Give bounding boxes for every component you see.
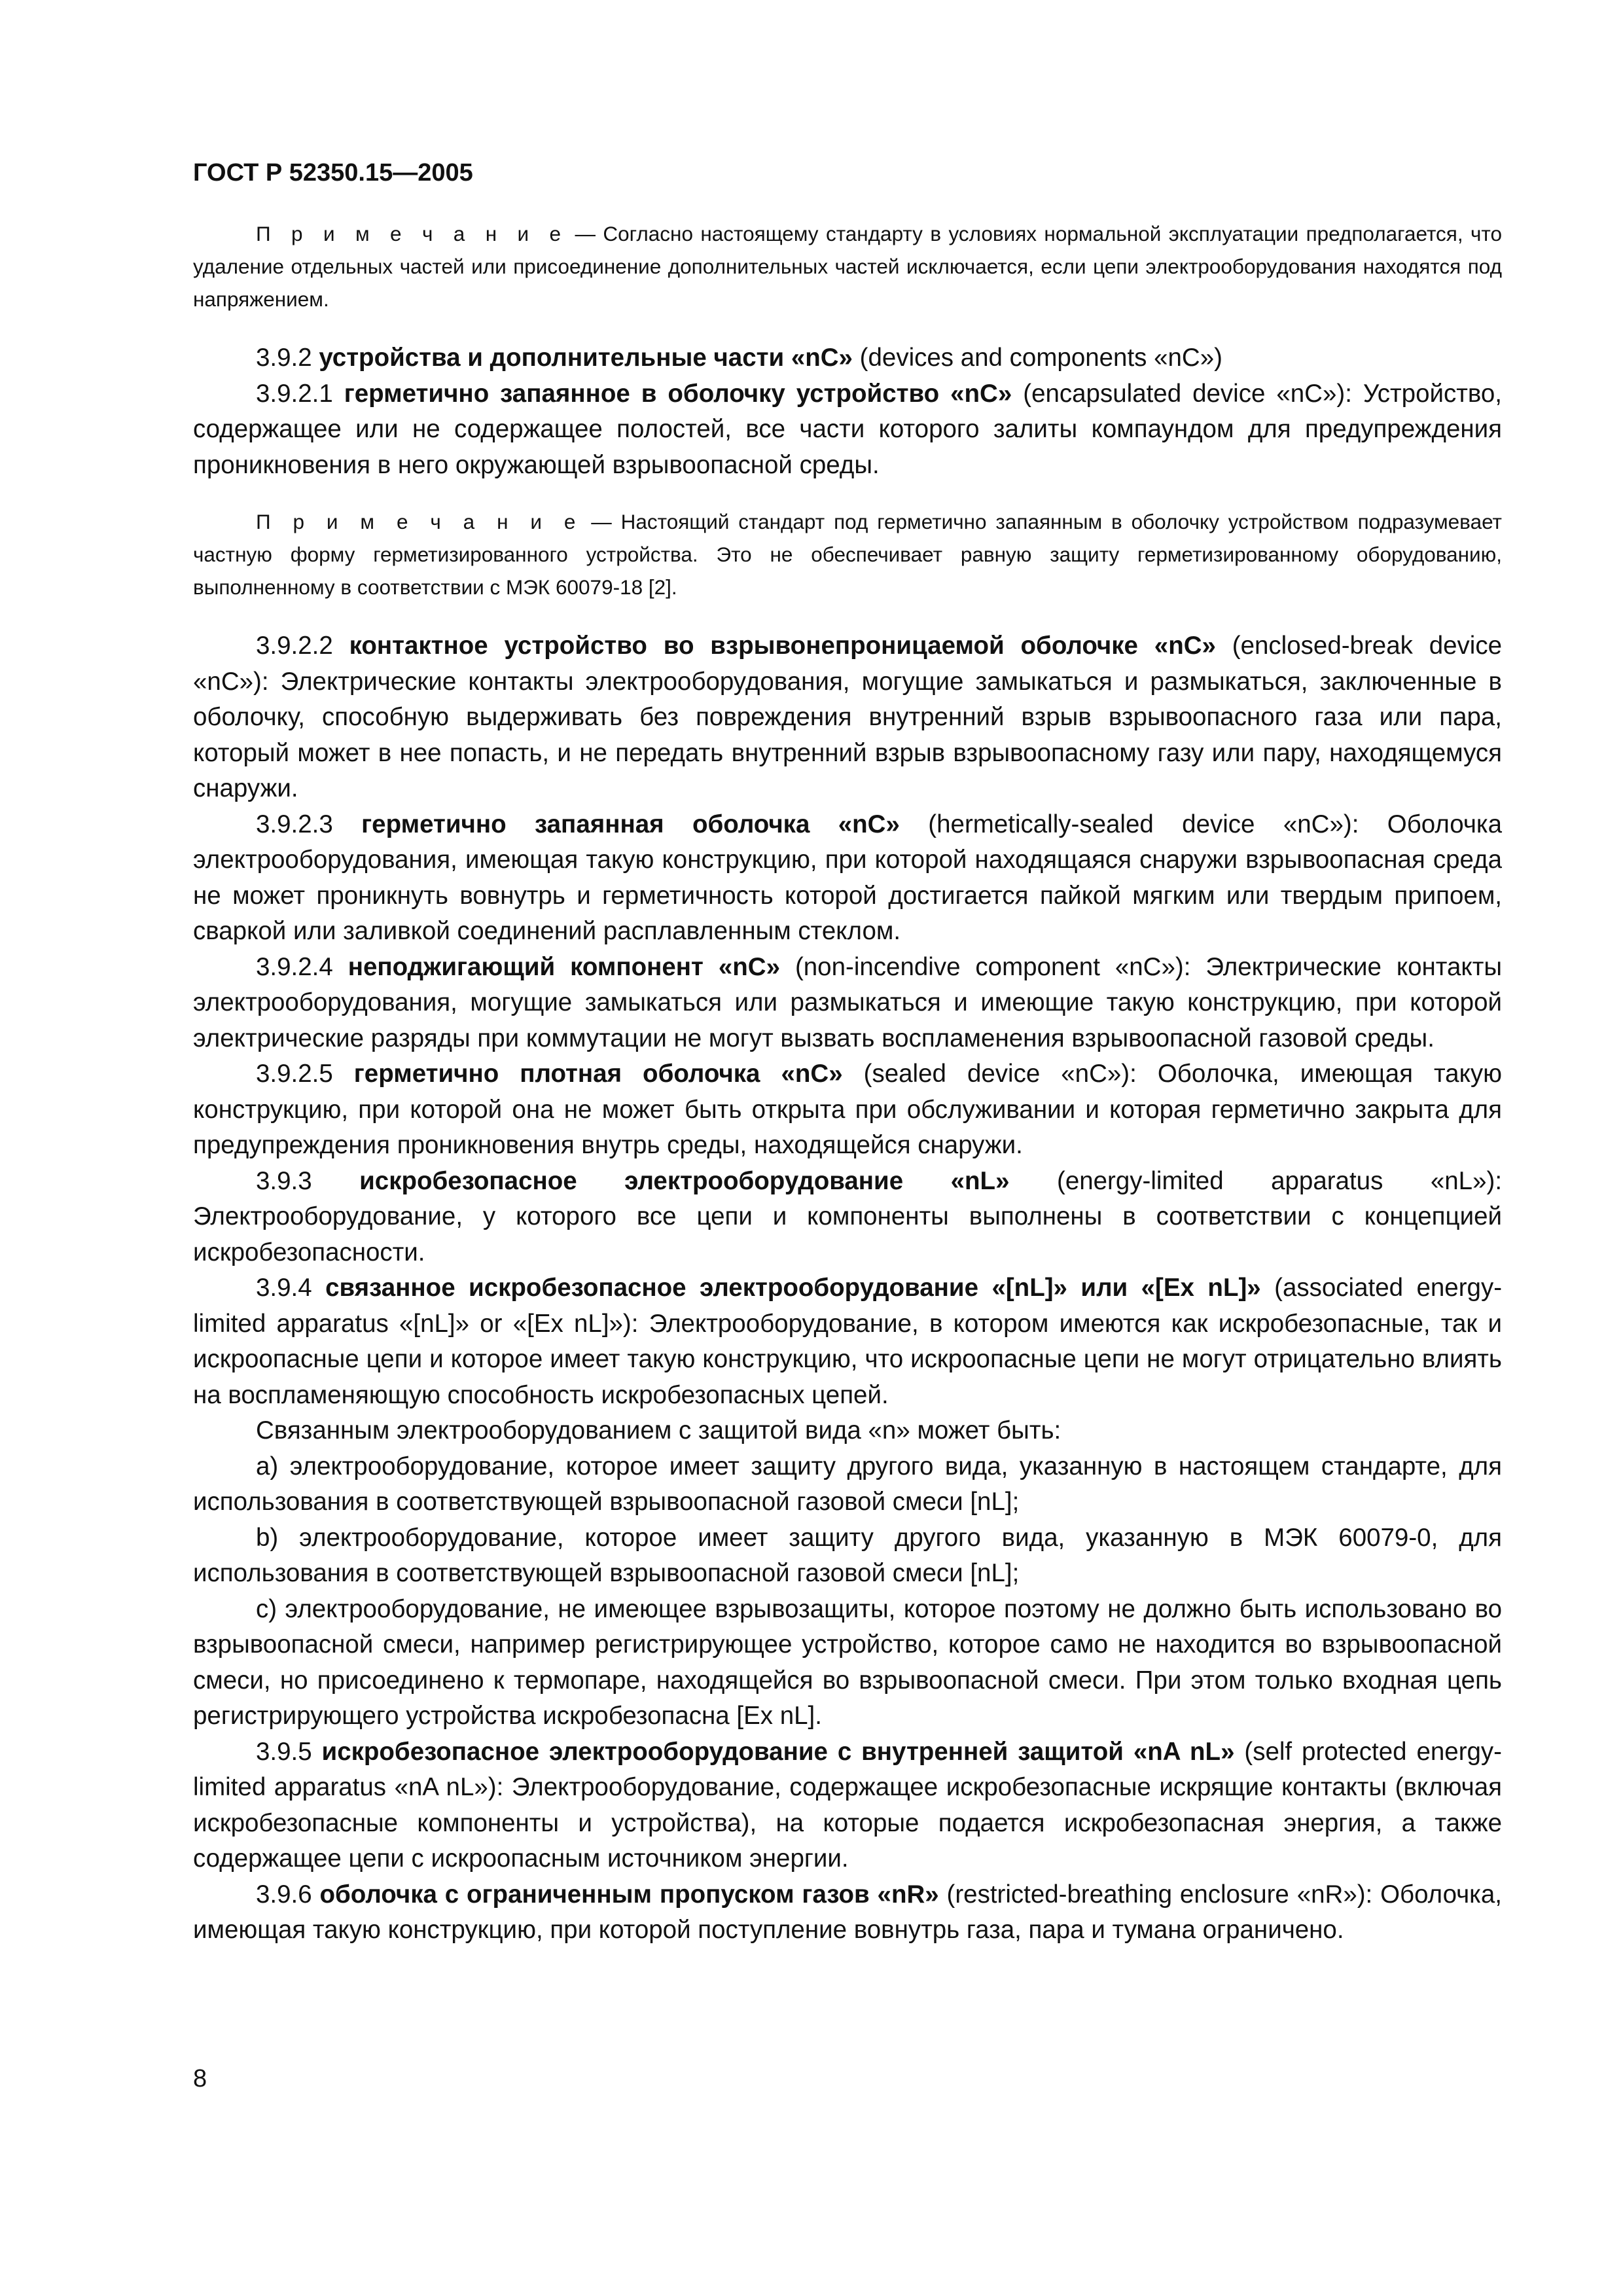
section-term: искробезопасное электрооборудование «nL» — [359, 1166, 1010, 1195]
section-text: (energy-limited apparatus «nL»): Электрооборудование, у которого все цепи и компоненты выполнены в соответствии с концепцией искробезопасности. — [193, 1166, 1503, 1266]
associated-equipment-intro: Связанным электрооборудованием с защитой вида «n» может быть: — [256, 1416, 1061, 1444]
spacer — [193, 483, 1502, 505]
section-3-9-6 — [193, 1877, 1502, 1948]
section-text: (self protected energy-limited apparatus «nA nL»): Электрооборудование, содержащее искробезопасные искрящие контакты (включая искробезопасные компоненты и устройства), на которые подается искробезопасная энергия, а также содержащее цепи с искроопасным источником энергии. — [193, 1737, 1502, 1873]
section-3-9-2-5 — [193, 1056, 1502, 1164]
list-item-b: b) электрооборудование, которое имеет защиту другого вида, указанную в МЭК 60079-0, для использования в соответствующей взрывоопасной газовой смеси [nL]; — [193, 1523, 1502, 1587]
section-3-9-3 — [193, 1164, 1502, 1271]
section-term: оболочка с ограниченным пропуском газов «nR» — [319, 1880, 939, 1909]
section-text: (sealed device «nC»): Оболочка, имеющая такую конструкцию, при которой она не может быть открыта при обслуживании и которая герметично закрыта для предупреждения проникновения внутрь среды, находящейся снаружи. — [193, 1060, 1502, 1159]
section-term: контактное устройство во взрывонепроницаемой оболочке «nC» — [349, 632, 1216, 660]
section-number: 3.9.6 — [256, 1880, 320, 1909]
note-paragraph — [193, 505, 1502, 603]
spacer — [193, 315, 1502, 340]
section-number: 3.9.5 — [256, 1737, 322, 1766]
section-3-9-2-1 — [193, 376, 1502, 484]
spacer — [193, 603, 1502, 628]
section-term: связанное искробезопасное электрооборудование «[nL]» или «[Ex nL]» — [325, 1274, 1261, 1302]
section-text: (devices and components «nC») — [852, 344, 1222, 372]
section-number: 3.9.2 — [256, 344, 319, 372]
section-text: (encapsulated device «nC»): Устройство, содержащее или не содержащее полостей, все части которого залиты компаундом для предупреждения проникновения в него окружающей взрывоопасной среды. — [193, 379, 1502, 479]
section-text: (hermetically-sealed device «nC»): Оболочка электрооборудования, имеющая такую конструкцию, при которой находящаяся снаружи взрывоопасная среда не может проникнуть вовнутрь и герметичность которой достигается пайкой мягким или твердым припоем, сваркой или заливкой соединений расплавленным стеклом. — [193, 810, 1502, 945]
section-number: 3.9.2.2 — [256, 632, 349, 660]
note-text: — Согласно настоящему стандарту в условиях нормальной эксплуатации предполагается, что удаление отдельных частей или присоединение дополнительных частей исключается, если цепи электрооборудования находятся под напряжением. — [193, 222, 1502, 311]
list-item-c: c) электрооборудование, не имеющее взрывозащиты, которое поэтому не должно быть использовано во взрывоопасной смеси, например регистрирующее устройство, которое само не находится во взрывоопасной смеси, но присоединено к термопаре, находящейся во взрывоопасной смеси. При этом только входная цепь регистрирующего устройства искробезопасна [Ex nL]. — [193, 1594, 1502, 1730]
section-term: искробезопасное электрооборудование с внутренней защитой «nA nL» — [321, 1737, 1235, 1766]
section-term: герметично запаянная оболочка «nC» — [361, 810, 900, 838]
section-number: 3.9.2.4 — [256, 952, 348, 981]
section-text: (enclosed-break device «nC»): Электрические контакты электрооборудования, могущие замыкаться и размыкаться, заключенные в оболочку, способную выдерживать без повреждения внутренний взрыв взрывоопасного газа или пара, который может в нее попасть, и не передать внутренний взрыв взрывоопасному газу или пару, находящемуся снаружи. — [193, 632, 1502, 802]
section-text: (associated energy-limited apparatus «[nL]» or «[Ex nL]»): Электрооборудование, в котором имеются как искробезопасные, так и искроопасные цепи и которое имеет такую конструкцию, что искроопасные цепи не могут отрицательно влиять на воспламеняющую способность искробезопасных цепей. — [193, 1274, 1503, 1409]
section-number: 3.9.2.5 — [256, 1060, 354, 1088]
note-text: — Настоящий стандарт под герметично запаянным в оболочку устройством подразумевает частную форму герметизированного устройства. Это не обеспечивает равную защиту герметизированному оборудованию, выполненному в соответствии с МЭК 60079-18 [2]. — [193, 510, 1502, 599]
section-3-9-4 — [193, 1270, 1502, 1413]
document-header: ГОСТ Р 52350.15—2005 — [193, 159, 473, 187]
note-label: П р и м е ч а н и е — [256, 510, 582, 533]
section-3-9-2-3 — [193, 807, 1502, 950]
page-number: 8 — [193, 2065, 207, 2092]
note-label: П р и м е ч а н и е — [256, 222, 568, 245]
section-text: (non-incendive component «nC»): Электрические контакты электрооборудования, могущие замыкаться или размыкаться и имеющие такую конструкцию, при которой электрические разряды при коммутации не могут вызвать воспламенения взрывоопасной газовой среды. — [193, 952, 1503, 1052]
section-3-9-2-4 — [193, 950, 1502, 1057]
document-page — [193, 157, 1502, 1948]
section-3-9-2-2 — [193, 628, 1502, 807]
section-term: герметично плотная оболочка «nC» — [353, 1060, 843, 1088]
section-text: (restricted-breathing enclosure «nR»): Оболочка, имеющая такую конструкцию, при которой поступление вовнутрь газа, пара и тумана ограничено. — [193, 1880, 1502, 1944]
section-term: неподжигающий компонент «nC» — [348, 952, 780, 981]
section-number: 3.9.2.3 — [256, 810, 362, 838]
section-number: 3.9.4 — [256, 1274, 326, 1302]
section-3-9-5 — [193, 1734, 1502, 1877]
list-item-a: a) электрооборудование, которое имеет защиту другого вида, указанную в настоящем стандарте, для использования в соответствующей взрывоопасной газовой смеси [nL]; — [193, 1452, 1502, 1516]
section-number: 3.9.2.1 — [256, 379, 344, 408]
section-term: герметично запаянное в оболочку устройство «nC» — [344, 379, 1012, 408]
section-term: устройства и дополнительные части «nC» — [319, 344, 853, 372]
section-3-9-2 — [193, 340, 1502, 376]
note-paragraph — [193, 217, 1502, 315]
section-number: 3.9.3 — [256, 1166, 360, 1195]
